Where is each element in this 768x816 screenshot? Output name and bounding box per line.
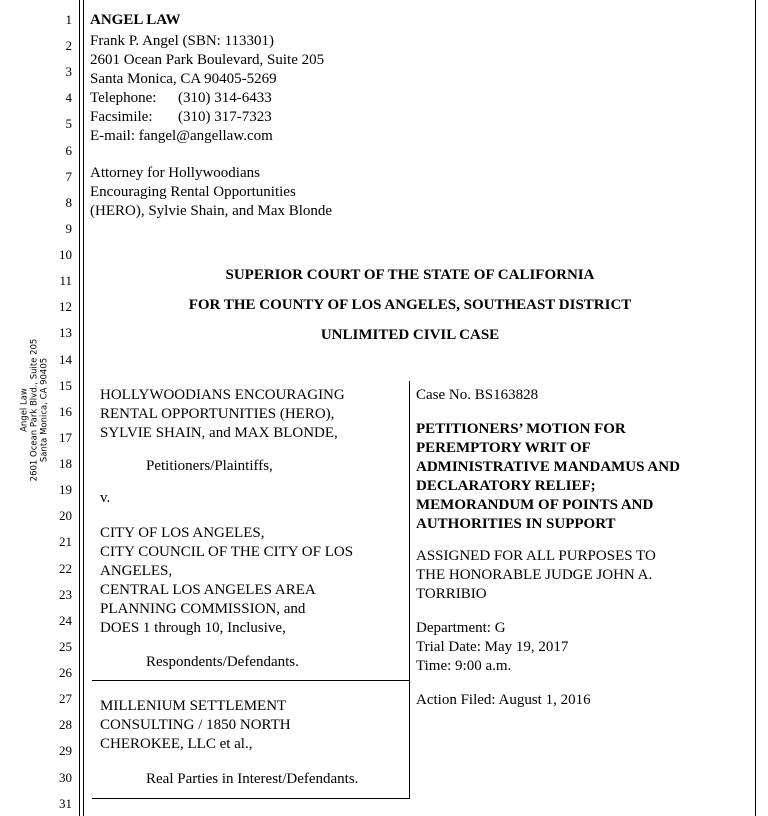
- line-number: 14: [59, 352, 72, 367]
- respondent-line-4: CENTRAL LOS ANGELES AREA: [100, 582, 316, 598]
- attorney-for-line-3: (HERO), Sylvie Shain, and Max Blonde: [90, 203, 333, 219]
- rpi-line-1: MILLENIUM SETTLEMENT: [100, 698, 287, 714]
- line-number: 29: [59, 743, 72, 758]
- line-number: 15: [59, 378, 72, 393]
- line-number: 31: [59, 796, 72, 811]
- line-number: 22: [59, 561, 72, 576]
- line-number: 9: [65, 221, 72, 236]
- line-number: 16: [59, 404, 72, 419]
- case-number: Case No. BS163828: [416, 387, 539, 403]
- line-number: 13: [59, 325, 72, 340]
- court-name: SUPERIOR COURT OF THE STATE OF CALIFORNIA: [225, 267, 595, 283]
- rpi-role: Real Parties in Interest/Defendants.: [146, 771, 359, 787]
- firm-sidebar: [12, 340, 57, 480]
- sidebar-firm: Angel Law: [19, 388, 30, 432]
- line-number: 30: [59, 770, 72, 785]
- rpi-line-3: CHEROKEE, LLC et al.,: [100, 736, 253, 752]
- right-margin-rule: [755, 0, 756, 816]
- trial-date: Trial Date: May 19, 2017: [416, 639, 569, 655]
- document-title-line-5: MEMORANDUM OF POINTS AND: [416, 497, 654, 513]
- case-type: UNLIMITED CIVIL CASE: [320, 327, 500, 343]
- line-number: 4: [65, 90, 72, 105]
- department: Department: G: [416, 620, 506, 636]
- respondent-line-2: CITY COUNCIL OF THE CITY OF LOS: [100, 544, 354, 560]
- caption-divider: [92, 680, 410, 681]
- attorney-firm: ANGEL LAW: [90, 12, 181, 28]
- respondent-line-5: PLANNING COMMISSION, and: [100, 601, 306, 617]
- document-title-line-2: PEREMPTORY WRIT OF: [416, 440, 591, 456]
- line-number: 1: [65, 12, 72, 27]
- document-title-line-4: DECLARATORY RELIEF;: [416, 478, 596, 494]
- attorney-city: Santa Monica, CA 90405-5269: [90, 71, 277, 87]
- sidebar-address-line-1: 2601 Ocean Park Blvd., Suite 205: [29, 338, 40, 482]
- respondent-line-6: DOES 1 through 10, Inclusive,: [100, 620, 286, 636]
- line-number: 6: [65, 143, 72, 158]
- telephone-value: (310) 314-6433: [178, 90, 272, 106]
- line-number: 10: [59, 247, 72, 262]
- court-county: FOR THE COUNTY OF LOS ANGELES, SOUTHEAST DISTRICT: [188, 297, 632, 313]
- line-number: 27: [59, 691, 72, 706]
- line-number: 19: [59, 482, 72, 497]
- line-number: 26: [59, 665, 72, 680]
- document-title-line-3: ADMINISTRATIVE MANDAMUS AND: [416, 459, 680, 475]
- line-number: 5: [65, 116, 72, 131]
- line-number: 23: [59, 587, 72, 602]
- petitioner-line-1: HOLLYWOODIANS ENCOURAGING: [100, 387, 345, 403]
- line-number: 12: [59, 299, 72, 314]
- line-number: 8: [65, 195, 72, 210]
- line-number: 17: [59, 430, 72, 445]
- petitioner-role: Petitioners/Plaintiffs,: [146, 458, 273, 474]
- assigned-line-2: THE HONORABLE JUDGE JOHN A.: [416, 567, 653, 583]
- respondent-line-3: ANGELES,: [100, 563, 173, 579]
- line-number: 7: [65, 169, 72, 184]
- attorney-for-line-2: Encouraging Rental Opportunities: [90, 184, 296, 200]
- petitioner-line-3: SYLVIE SHAIN, and MAX BLONDE,: [100, 425, 338, 441]
- sidebar-address-line-2: Santa Monica, CA 90405: [39, 357, 50, 463]
- line-number: 21: [59, 534, 72, 549]
- line-number: 25: [59, 639, 72, 654]
- left-margin-rule-inner: [83, 0, 84, 816]
- line-number: 24: [59, 613, 72, 628]
- action-filed: Action Filed: August 1, 2016: [416, 692, 591, 708]
- caption-bottom-rule: [92, 798, 410, 799]
- document-title-line-6: AUTHORITIES IN SUPPORT: [416, 516, 616, 532]
- fax-value: (310) 317-7323: [178, 109, 272, 125]
- telephone-label: Telephone:: [90, 90, 157, 106]
- assigned-line-3: TORRIBIO: [416, 586, 487, 602]
- line-number: 2: [65, 38, 72, 53]
- line-number: 11: [59, 273, 72, 288]
- attorney-street: 2601 Ocean Park Boulevard, Suite 205: [90, 52, 325, 68]
- line-number: 20: [59, 508, 72, 523]
- line-number: 18: [59, 456, 72, 471]
- line-number: 28: [59, 717, 72, 732]
- left-margin-rule-outer: [79, 0, 80, 816]
- line-number: 3: [65, 64, 72, 79]
- fax-label: Facsimile:: [90, 109, 153, 125]
- attorney-for-line-1: Attorney for Hollywoodians: [90, 165, 260, 181]
- assigned-line-1: ASSIGNED FOR ALL PURPOSES TO: [416, 548, 656, 564]
- petitioner-line-2: RENTAL OPPORTUNITIES (HERO),: [100, 406, 335, 422]
- rpi-line-2: CONSULTING / 1850 NORTH: [100, 717, 291, 733]
- respondent-role: Respondents/Defendants.: [146, 654, 299, 670]
- caption-vertical-divider: [409, 381, 410, 799]
- versus: v.: [100, 490, 111, 506]
- attorney-email: E-mail: fangel@angellaw.com: [90, 128, 273, 144]
- trial-time: Time: 9:00 a.m.: [416, 658, 512, 674]
- attorney-name: Frank P. Angel (SBN: 113301): [90, 33, 275, 49]
- respondent-line-1: CITY OF LOS ANGELES,: [100, 525, 265, 541]
- document-title-line-1: PETITIONERS’ MOTION FOR: [416, 421, 626, 437]
